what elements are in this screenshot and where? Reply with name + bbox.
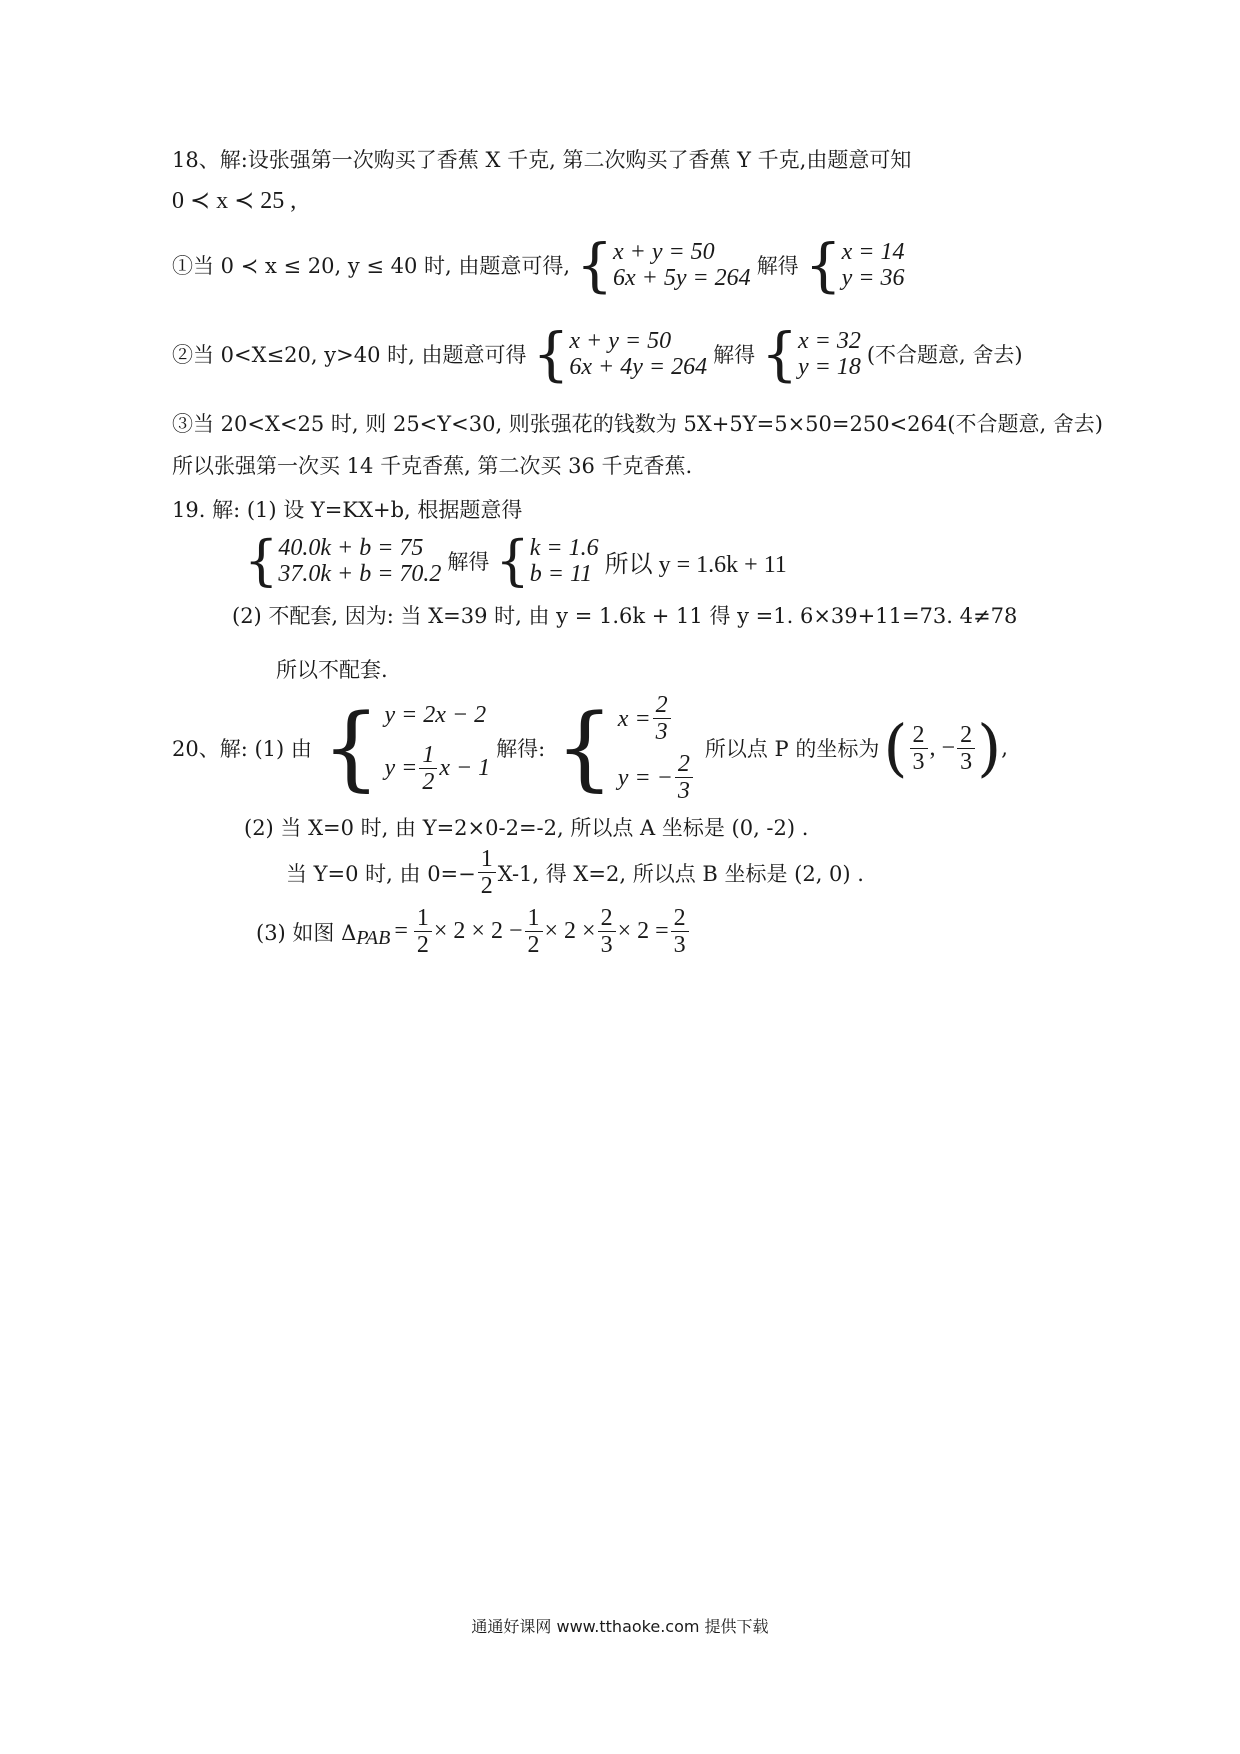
- q18-case1-system: { x + y = 50 6x + 5y = 264: [576, 231, 751, 299]
- q18-case2: ②当 0<X≤20, y>40 时, 由题意可得 { x + y = 50 6x + 4y = 264 解得 { x = 32 y = 18 (不合题意, 舍去): [172, 320, 1023, 388]
- q20-part1: 20、解: (1) 由 { y = 2x − 2 y = $\frac{1}{2}$ x − 1 解得: { x = $\frac{2}{3}$ y = − $\frac{2}{3}$ 所以点 P 的坐标为 ( $\frac{2}{3}$ , − $\frac{2}{3}$ ) ,: [172, 692, 1008, 804]
- q18-conclusion: 所以张强第一次买 14 千克香蕉, 第二次买 36 千克香蕉.: [172, 454, 693, 478]
- q19-equations: { 40.0k + b = 75 37.0k + b = 70.2: [244, 529, 442, 592]
- q18-case2-system: { x + y = 50 6x + 4y = 264: [532, 320, 708, 388]
- q18-case1: ①当 0 ≺ x ≤ 20, y ≤ 40 时, 由题意可得, { x + y = 50 6x + 5y = 264 解得 { x = 14 y = 36: [172, 231, 905, 299]
- q20-part2-b: 当 Y=0 时, 由 0=− $\frac{1}{2}$ X-1, 得 X=2, 所以点 B 坐标是 (2, 0) .: [286, 846, 864, 899]
- q19-system: { 40.0k + b = 75 37.0k + b = 70.2 解得 { k = 1.6 b = 11 所以 y = 1.6k + 11: [244, 529, 787, 592]
- q19-solution: { k = 1.6 b = 11: [495, 529, 599, 592]
- q18-case2-solution: { x = 32 y = 18: [761, 320, 861, 388]
- q20-part2: (2) 当 X=0 时, 由 Y=2×0-2=-2, 所以点 A 坐标是 (0, -2) .: [244, 816, 809, 840]
- q19-part2-conclusion: 所以不配套.: [276, 658, 388, 682]
- q20-system: { y = 2x − 2 y = $\frac{1}{2}$ x − 1: [321, 694, 491, 801]
- q19-part2: (2) 不配套, 因为: 当 X=39 时, 由 y = 1.6k + 11 得 y =1. 6×39+11=73. 4≠78: [232, 604, 1018, 628]
- q18-line1: 18、解:设张强第一次购买了香蕉 X 千克, 第二次购买了香蕉 Y 千克,由题意可知: [172, 148, 912, 172]
- q20-solution: { x = $\frac{2}{3}$ y = − $\frac{2}{3}$: [551, 692, 695, 804]
- q18-case3: ③当 20<X<25 时, 则 25<Y<30, 则张强花的钱数为 5X+5Y=5×50=250<264(不合题意, 舍去): [172, 412, 1103, 436]
- q18-case1-solution: { x = 14 y = 36: [804, 231, 905, 299]
- page-footer: 通通好课网 www.tthaoke.com 提供下载: [471, 1617, 769, 1636]
- q20-part3: (3) 如图 Δ PAB = $\frac{1}{2}$ × 2 × 2 − $\frac{1}{2}$ × 2 × $\frac{2}{3}$ × 2 = $\frac{2}{3}$: [256, 905, 691, 958]
- q19-line1: 19. 解: (1) 设 Y=KX+b, 根据题意得: [172, 498, 523, 522]
- q18-line2: 0 ≺ x ≺ 25 ,: [172, 188, 297, 214]
